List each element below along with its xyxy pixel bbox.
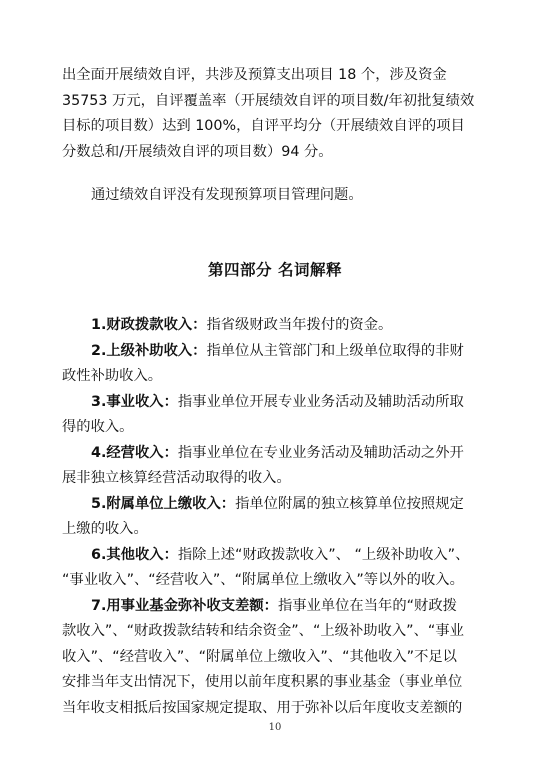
- intro-line: 35753 万元，自评覆盖率（开展绩效自评的项目数/年初批复绩效: [62, 92, 475, 109]
- intro-line: 目标的项目数）达到 100%，自评平均分（开展绩效自评的项目: [62, 118, 465, 134]
- definition-item: [62, 492, 490, 518]
- definition-continuation: 得的收入。: [62, 419, 134, 435]
- definition-text: 指单位从主管部门和上级单位取得的非财: [206, 342, 464, 359]
- definition-item: [62, 390, 490, 416]
- definition-term: 1.财政拨款收入：: [91, 317, 207, 333]
- definition-continuation: 展非独立核算经营活动取得的收入。: [62, 470, 291, 486]
- definition-text: 指单位附属的独立核算单位按照规定: [235, 495, 464, 512]
- definition-continuation: 上缴的收入。: [62, 521, 148, 537]
- definition-continuation: 政性补助收入。: [62, 368, 163, 384]
- intro-line: 分数总和/开展绩效自评的项目数）94 分。: [62, 143, 333, 160]
- intro-paragraph: [62, 63, 490, 165]
- definition-continuation: 当年收支相抵后按国家规定提取、用于弥补以后年度收支差额的: [62, 699, 463, 716]
- definition-item: [62, 313, 490, 339]
- definition-text: 指省级财政当年拨付的资金。: [206, 317, 393, 333]
- definition-item: [62, 339, 490, 365]
- conclusion-text: 通过绩效自评没有发现预算项目管理问题。: [91, 187, 363, 203]
- intro-line: 出全面开展绩效自评，共涉及预算支出项目 18 个，涉及资金: [62, 67, 447, 83]
- definition-item: [62, 594, 490, 620]
- definition-text: 指除上述“财政拨款收入”、 “上级补助收入”、: [177, 546, 470, 563]
- conclusion-paragraph: [62, 183, 490, 209]
- definition-continuation: 款收入”、“财政拨款结转和结余资金”、“上级补助收入”、“事业: [62, 623, 464, 639]
- definition-continuation: 收入”、“经营收入”、“附属单位上缴收入”、“其他收入”不足以: [62, 648, 457, 665]
- section-title: 第四部分 名词解释: [208, 261, 342, 279]
- page-number: 10: [268, 722, 282, 733]
- definitions-list: [62, 313, 490, 721]
- definition-term: 4.经营收入：: [91, 444, 178, 461]
- definition-term: 7.用事业基金弥补收支差额：: [91, 597, 278, 614]
- definition-text: 指事业单位开展专业业务活动及辅助活动所取: [177, 393, 464, 410]
- definition-item: [62, 543, 490, 569]
- definition-term: 6.其他收入：: [91, 546, 178, 563]
- definition-continuation: “事业收入”、“经营收入”、“附属单位上缴收入”等以外的收入。: [62, 572, 464, 588]
- definition-term: 3.事业收入：: [91, 393, 178, 410]
- definition-text: 指事业单位在当年的“财政拨: [277, 597, 457, 614]
- definition-continuation: 安排当年支出情况下，使用以前年度积累的事业基金（事业单位: [62, 674, 463, 690]
- definition-item: [62, 441, 490, 467]
- definition-text: 指事业单位在专业业务活动及辅助活动之外开: [177, 444, 464, 461]
- definition-term: 5.附属单位上缴收入：: [91, 495, 236, 512]
- definition-term: 2.上级补助收入：: [91, 342, 207, 359]
